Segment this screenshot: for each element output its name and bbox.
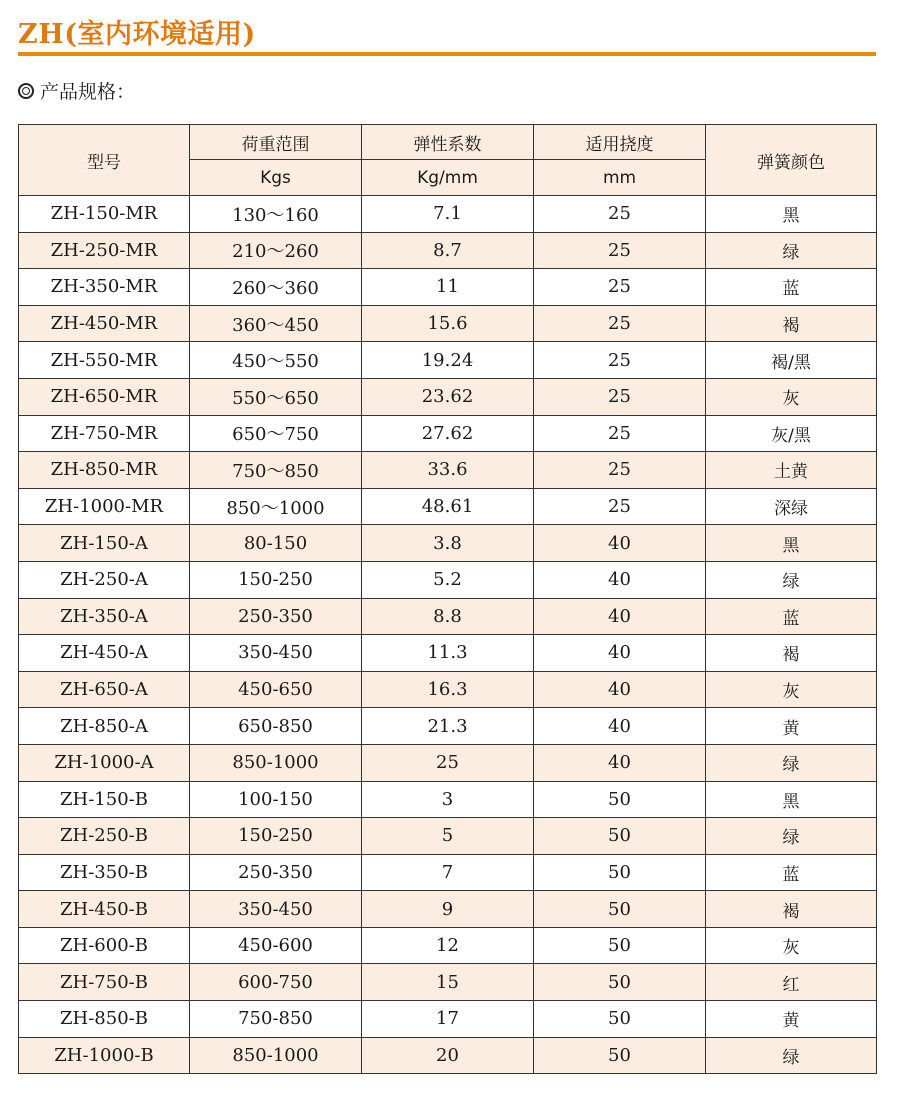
cell-deflection: 40 (534, 598, 706, 635)
cell-load-range: 650～750 (190, 415, 362, 452)
cell-load-range: 650-850 (190, 708, 362, 745)
cell-spring-color: 蓝 (706, 598, 877, 635)
cell-deflection: 25 (534, 452, 706, 489)
cell-model: ZH-750-MR (19, 415, 190, 452)
cell-spring-color: 蓝 (706, 854, 877, 891)
cell-spring-color: 褐 (706, 891, 877, 928)
cell-load-range: 750-850 (190, 1001, 362, 1038)
cell-deflection: 50 (534, 891, 706, 928)
cell-spring-color: 灰/黑 (706, 415, 877, 452)
cell-model: ZH-150-B (19, 781, 190, 818)
header-model: 型号 (19, 125, 190, 196)
cell-deflection: 50 (534, 1037, 706, 1074)
table-row (19, 1037, 877, 1074)
table-row (19, 561, 877, 598)
cell-load-range: 250-350 (190, 854, 362, 891)
table-row (19, 781, 877, 818)
cell-load-range: 80-150 (190, 525, 362, 562)
cell-spring-rate: 16.3 (362, 671, 534, 708)
header-spring-unit: Kg/mm (362, 160, 534, 196)
cell-spring-color: 绿 (706, 232, 877, 269)
header-load-unit: Kgs (190, 160, 362, 196)
table-row (19, 378, 877, 415)
cell-load-range: 100-150 (190, 781, 362, 818)
cell-model: ZH-750-B (19, 964, 190, 1001)
cell-spring-rate: 15.6 (362, 305, 534, 342)
cell-model: ZH-850-A (19, 708, 190, 745)
cell-load-range: 850-1000 (190, 744, 362, 781)
cell-spring-rate: 17 (362, 1001, 534, 1038)
table-row (19, 525, 877, 562)
cell-deflection: 50 (534, 964, 706, 1001)
cell-spring-rate: 20 (362, 1037, 534, 1074)
cell-spring-color: 黑 (706, 196, 877, 233)
cell-spring-color: 灰 (706, 927, 877, 964)
table-row (19, 927, 877, 964)
cell-deflection: 50 (534, 781, 706, 818)
cell-spring-rate: 9 (362, 891, 534, 928)
cell-deflection: 50 (534, 1001, 706, 1038)
cell-deflection: 50 (534, 818, 706, 855)
cell-model: ZH-600-B (19, 927, 190, 964)
cell-model: ZH-1000-B (19, 1037, 190, 1074)
cell-model: ZH-350-A (19, 598, 190, 635)
cell-deflection: 25 (534, 269, 706, 306)
spec-table (18, 124, 877, 1074)
cell-load-range: 850-1000 (190, 1037, 362, 1074)
header-spring-rate: 弹性系数 (362, 125, 534, 160)
header-deflection: 适用挠度 (534, 125, 706, 160)
table-row (19, 452, 877, 489)
cell-spring-rate: 23.62 (362, 378, 534, 415)
cell-spring-color: 黄 (706, 1001, 877, 1038)
table-row (19, 635, 877, 672)
cell-deflection: 25 (534, 488, 706, 525)
cell-model: ZH-650-MR (19, 378, 190, 415)
cell-model: ZH-250-B (19, 818, 190, 855)
cell-spring-rate: 8.8 (362, 598, 534, 635)
cell-load-range: 550～650 (190, 378, 362, 415)
page-title: ZH(室内环境适用) (18, 19, 256, 50)
cell-spring-rate: 5.2 (362, 561, 534, 598)
table-row (19, 818, 877, 855)
cell-model: ZH-650-A (19, 671, 190, 708)
cell-load-range: 150-250 (190, 561, 362, 598)
double-circle-icon (18, 83, 34, 99)
cell-spring-rate: 15 (362, 964, 534, 1001)
header-spring-color: 弹簧颜色 (706, 125, 877, 196)
table-row (19, 305, 877, 342)
table-row (19, 1001, 877, 1038)
cell-load-range: 130～160 (190, 196, 362, 233)
table-row (19, 708, 877, 745)
cell-spring-color: 黑 (706, 781, 877, 818)
cell-spring-rate: 7 (362, 854, 534, 891)
cell-spring-rate: 33.6 (362, 452, 534, 489)
cell-model: ZH-450-MR (19, 305, 190, 342)
cell-load-range: 600-750 (190, 964, 362, 1001)
cell-spring-rate: 11 (362, 269, 534, 306)
cell-spring-color: 褐/黑 (706, 342, 877, 379)
cell-spring-color: 土黄 (706, 452, 877, 489)
cell-spring-rate: 3 (362, 781, 534, 818)
header-load-range: 荷重范围 (190, 125, 362, 160)
table-row (19, 964, 877, 1001)
cell-spring-rate: 27.62 (362, 415, 534, 452)
cell-spring-color: 绿 (706, 818, 877, 855)
cell-spring-color: 绿 (706, 1037, 877, 1074)
cell-deflection: 25 (534, 305, 706, 342)
cell-load-range: 250-350 (190, 598, 362, 635)
cell-model: ZH-450-B (19, 891, 190, 928)
cell-load-range: 150-250 (190, 818, 362, 855)
cell-deflection: 50 (534, 927, 706, 964)
cell-deflection: 40 (534, 525, 706, 562)
cell-spring-rate: 25 (362, 744, 534, 781)
table-row (19, 342, 877, 379)
table-row (19, 671, 877, 708)
table-row (19, 196, 877, 233)
cell-model: ZH-550-MR (19, 342, 190, 379)
cell-spring-rate: 5 (362, 818, 534, 855)
table-row (19, 744, 877, 781)
table-row (19, 269, 877, 306)
table-row (19, 488, 877, 525)
cell-spring-rate: 21.3 (362, 708, 534, 745)
cell-load-range: 450～550 (190, 342, 362, 379)
cell-spring-color: 褐 (706, 305, 877, 342)
table-row (19, 854, 877, 891)
cell-spring-color: 黑 (706, 525, 877, 562)
cell-deflection: 40 (534, 635, 706, 672)
table-body (19, 196, 877, 1074)
cell-spring-color: 绿 (706, 561, 877, 598)
cell-model: ZH-1000-A (19, 744, 190, 781)
header-deflection-unit: mm (534, 160, 706, 196)
cell-load-range: 750～850 (190, 452, 362, 489)
cell-deflection: 40 (534, 744, 706, 781)
cell-deflection: 25 (534, 415, 706, 452)
cell-model: ZH-450-A (19, 635, 190, 672)
cell-load-range: 210～260 (190, 232, 362, 269)
cell-load-range: 350-450 (190, 891, 362, 928)
cell-model: ZH-350-MR (19, 269, 190, 306)
cell-spring-color: 灰 (706, 671, 877, 708)
table-row (19, 232, 877, 269)
cell-deflection: 40 (534, 671, 706, 708)
cell-model: ZH-350-B (19, 854, 190, 891)
cell-deflection: 25 (534, 232, 706, 269)
cell-spring-color: 红 (706, 964, 877, 1001)
cell-load-range: 260～360 (190, 269, 362, 306)
table-header-row (19, 125, 877, 160)
cell-spring-color: 蓝 (706, 269, 877, 306)
cell-spring-color: 黄 (706, 708, 877, 745)
cell-spring-color: 褐 (706, 635, 877, 672)
cell-load-range: 850～1000 (190, 488, 362, 525)
cell-deflection: 40 (534, 561, 706, 598)
cell-deflection: 40 (534, 708, 706, 745)
cell-deflection: 50 (534, 854, 706, 891)
cell-load-range: 450-650 (190, 671, 362, 708)
table-row (19, 598, 877, 635)
cell-deflection: 25 (534, 378, 706, 415)
cell-deflection: 25 (534, 196, 706, 233)
cell-spring-rate: 7.1 (362, 196, 534, 233)
cell-spring-rate: 19.24 (362, 342, 534, 379)
cell-model: ZH-850-MR (19, 452, 190, 489)
title-divider (18, 52, 876, 56)
section-label: 产品规格： (40, 81, 136, 103)
cell-spring-color: 灰 (706, 378, 877, 415)
cell-load-range: 350-450 (190, 635, 362, 672)
cell-spring-rate: 11.3 (362, 635, 534, 672)
cell-model: ZH-250-MR (19, 232, 190, 269)
cell-model: ZH-1000-MR (19, 488, 190, 525)
table-row (19, 891, 877, 928)
cell-model: ZH-150-A (19, 525, 190, 562)
cell-model: ZH-150-MR (19, 196, 190, 233)
table-row (19, 415, 877, 452)
cell-load-range: 450-600 (190, 927, 362, 964)
cell-spring-rate: 48.61 (362, 488, 534, 525)
cell-spring-rate: 12 (362, 927, 534, 964)
cell-model: ZH-250-A (19, 561, 190, 598)
cell-load-range: 360～450 (190, 305, 362, 342)
cell-spring-color: 绿 (706, 744, 877, 781)
cell-spring-rate: 3.8 (362, 525, 534, 562)
cell-spring-color: 深绿 (706, 488, 877, 525)
cell-deflection: 25 (534, 342, 706, 379)
cell-spring-rate: 8.7 (362, 232, 534, 269)
section-heading (18, 77, 135, 104)
cell-model: ZH-850-B (19, 1001, 190, 1038)
